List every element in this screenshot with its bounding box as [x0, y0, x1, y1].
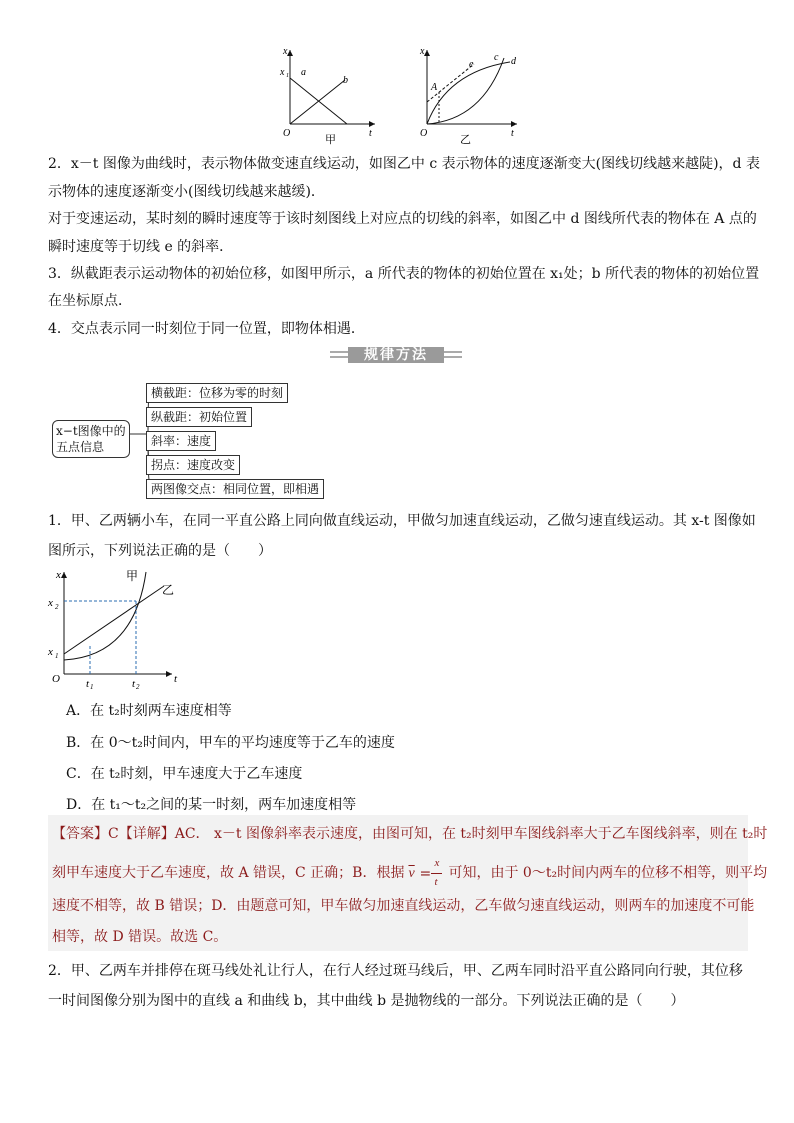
q1-option-d: D．在 t₁～t₂之间的某一时刻，两车加速度相等 — [66, 797, 357, 813]
section-banner — [330, 346, 462, 364]
note-2-line2: 示物体的速度逐渐变小(图线切线越来越缓)． — [48, 184, 325, 200]
svg-text:1: 1 — [90, 683, 94, 690]
note-3-line1: 3．纵截距表示运动物体的初始位移，如图甲所示，a 所代表的物体的初始位置在 x₁处；b 所代表的物体的初始位置 — [48, 266, 760, 282]
svg-text:e: e — [469, 59, 474, 70]
mindmap-root-line1: x−t图像中的 — [56, 424, 126, 438]
svg-text:c: c — [494, 52, 499, 63]
answer-line1: 【答案】C【详解】AC． x－t 图像斜率表示速度，由图可知，在 t₂时刻甲车图线斜率大于乙车图线斜率，则在 t₂时 — [52, 826, 768, 842]
svg-text:x: x — [56, 569, 61, 581]
note-3-line2: 在坐标原点． — [48, 293, 132, 309]
svg-text:t: t — [511, 128, 514, 139]
svg-text:乙: 乙 — [162, 583, 175, 597]
mindmap-branch-3: 斜率：速度 — [146, 431, 216, 451]
svg-text:d: d — [511, 56, 516, 67]
q2-stem-line2: 一时间图像分别为图中的直线 a 和曲线 b，其中曲线 b 是抛物线的一部分。下列说法正确的是（ ） — [48, 993, 685, 1009]
q2-stem-line1: 2．甲、乙两车并排停在斑马线处礼让行人，在行人经过斑马线后，甲、乙两车同时沿平直公路同向行驶，其位移 — [48, 963, 743, 979]
svg-text:x: x — [48, 597, 53, 609]
mindmap-branch-4: 拐点：速度改变 — [146, 455, 240, 475]
mindmap-branch-5: 两图像交点：相同位置，即相遇 — [146, 479, 324, 499]
svg-text:甲: 甲 — [126, 569, 139, 583]
curve-c — [427, 58, 504, 124]
answer-line2-part-b: 可知，由于 0～t₂时间内两车的位移不相等，则平均 — [448, 865, 768, 881]
q1-stem-line1: 1．甲、乙两辆小车，在同一平直公路上同向做直线运动，甲做匀加速直线运动，乙做匀速直线运动。其 x-t 图像如 — [48, 513, 756, 529]
formula-v: $\overline{v}$ — [408, 866, 415, 881]
svg-text:x: x — [280, 67, 285, 78]
svg-text:乙: 乙 — [460, 134, 471, 146]
line-yi — [64, 586, 164, 654]
svg-text:t: t — [132, 678, 136, 690]
answer-line2 — [52, 857, 768, 888]
mindmap-branch-1: 横截距：位移为零的时刻 — [146, 383, 288, 403]
svg-text:O: O — [283, 128, 291, 139]
svg-text:x: x — [420, 46, 425, 57]
svg-text:1: 1 — [286, 73, 289, 79]
svg-text:2: 2 — [55, 603, 59, 611]
q1-option-a: A．在 t₂时刻两车速度相等 — [66, 703, 232, 719]
q1-stem-line2: 图所示，下列说法正确的是（ ） — [48, 543, 272, 559]
q1-option-b: B．在 0～t₂时间内，甲车的平均速度等于乙车的速度 — [66, 735, 395, 751]
answer-line4: 相等，故 D 错误。故选 C。 — [52, 929, 228, 945]
svg-text:甲: 甲 — [325, 134, 336, 146]
svg-text:t: t — [369, 128, 372, 139]
note-2-line4: 瞬时速度等于切线 e 的斜率． — [48, 239, 234, 255]
note-2-line3: 对于变速运动，某时刻的瞬时速度等于该时刻图线上对应点的切线的斜率，如图乙中 d 图线所代表的物体在 A 点的 — [48, 211, 757, 227]
formula-num: x — [434, 857, 440, 869]
svg-text:a: a — [301, 67, 306, 78]
mindmap-root-line2: 五点信息 — [56, 440, 105, 454]
formula-den: t — [434, 876, 438, 888]
svg-text:2: 2 — [136, 683, 140, 690]
note-4-line1: 4．交点表示同一时刻位于同一位置，即物体相遇． — [48, 321, 365, 337]
note-2-line1: 2．x－t 图像为曲线时，表示物体做变速直线运动，如图乙中 c 表示物体的速度逐渐变大(图线切线越来越陡)，d 表 — [48, 156, 760, 172]
answer-line3: 速度不相等，故 B 错误；D．由题意可知，甲车做匀加速直线运动，乙车做匀速直线运动，则两车的加速度不可能 — [52, 898, 755, 914]
svg-text:t: t — [174, 673, 178, 685]
svg-text:1: 1 — [55, 652, 59, 660]
answer-line2-part-a: 刻甲车速度大于乙车速度，故 A 错误，C 正确；B．根据 — [52, 865, 405, 881]
figure-yi — [412, 42, 527, 147]
formula-eq: = — [419, 866, 432, 882]
line-b — [290, 80, 345, 124]
answer-formula — [406, 857, 446, 888]
mindmap-root — [52, 420, 130, 458]
svg-text:O: O — [52, 673, 60, 685]
svg-text:x: x — [283, 46, 288, 57]
svg-text:x: x — [48, 646, 53, 658]
q1-option-c: C．在 t₂时刻，甲车速度大于乙车速度 — [66, 766, 303, 782]
svg-text:A: A — [431, 82, 438, 93]
mindmap-branch-2: 纵截距：初始位置 — [146, 407, 252, 427]
svg-text:b: b — [343, 75, 348, 86]
svg-text:t: t — [86, 678, 90, 690]
svg-text:O: O — [420, 128, 428, 139]
figure-jia — [275, 42, 385, 147]
curve-jia — [64, 572, 146, 660]
section-title: 规律方法 — [364, 347, 428, 363]
q1-graph — [44, 566, 184, 690]
